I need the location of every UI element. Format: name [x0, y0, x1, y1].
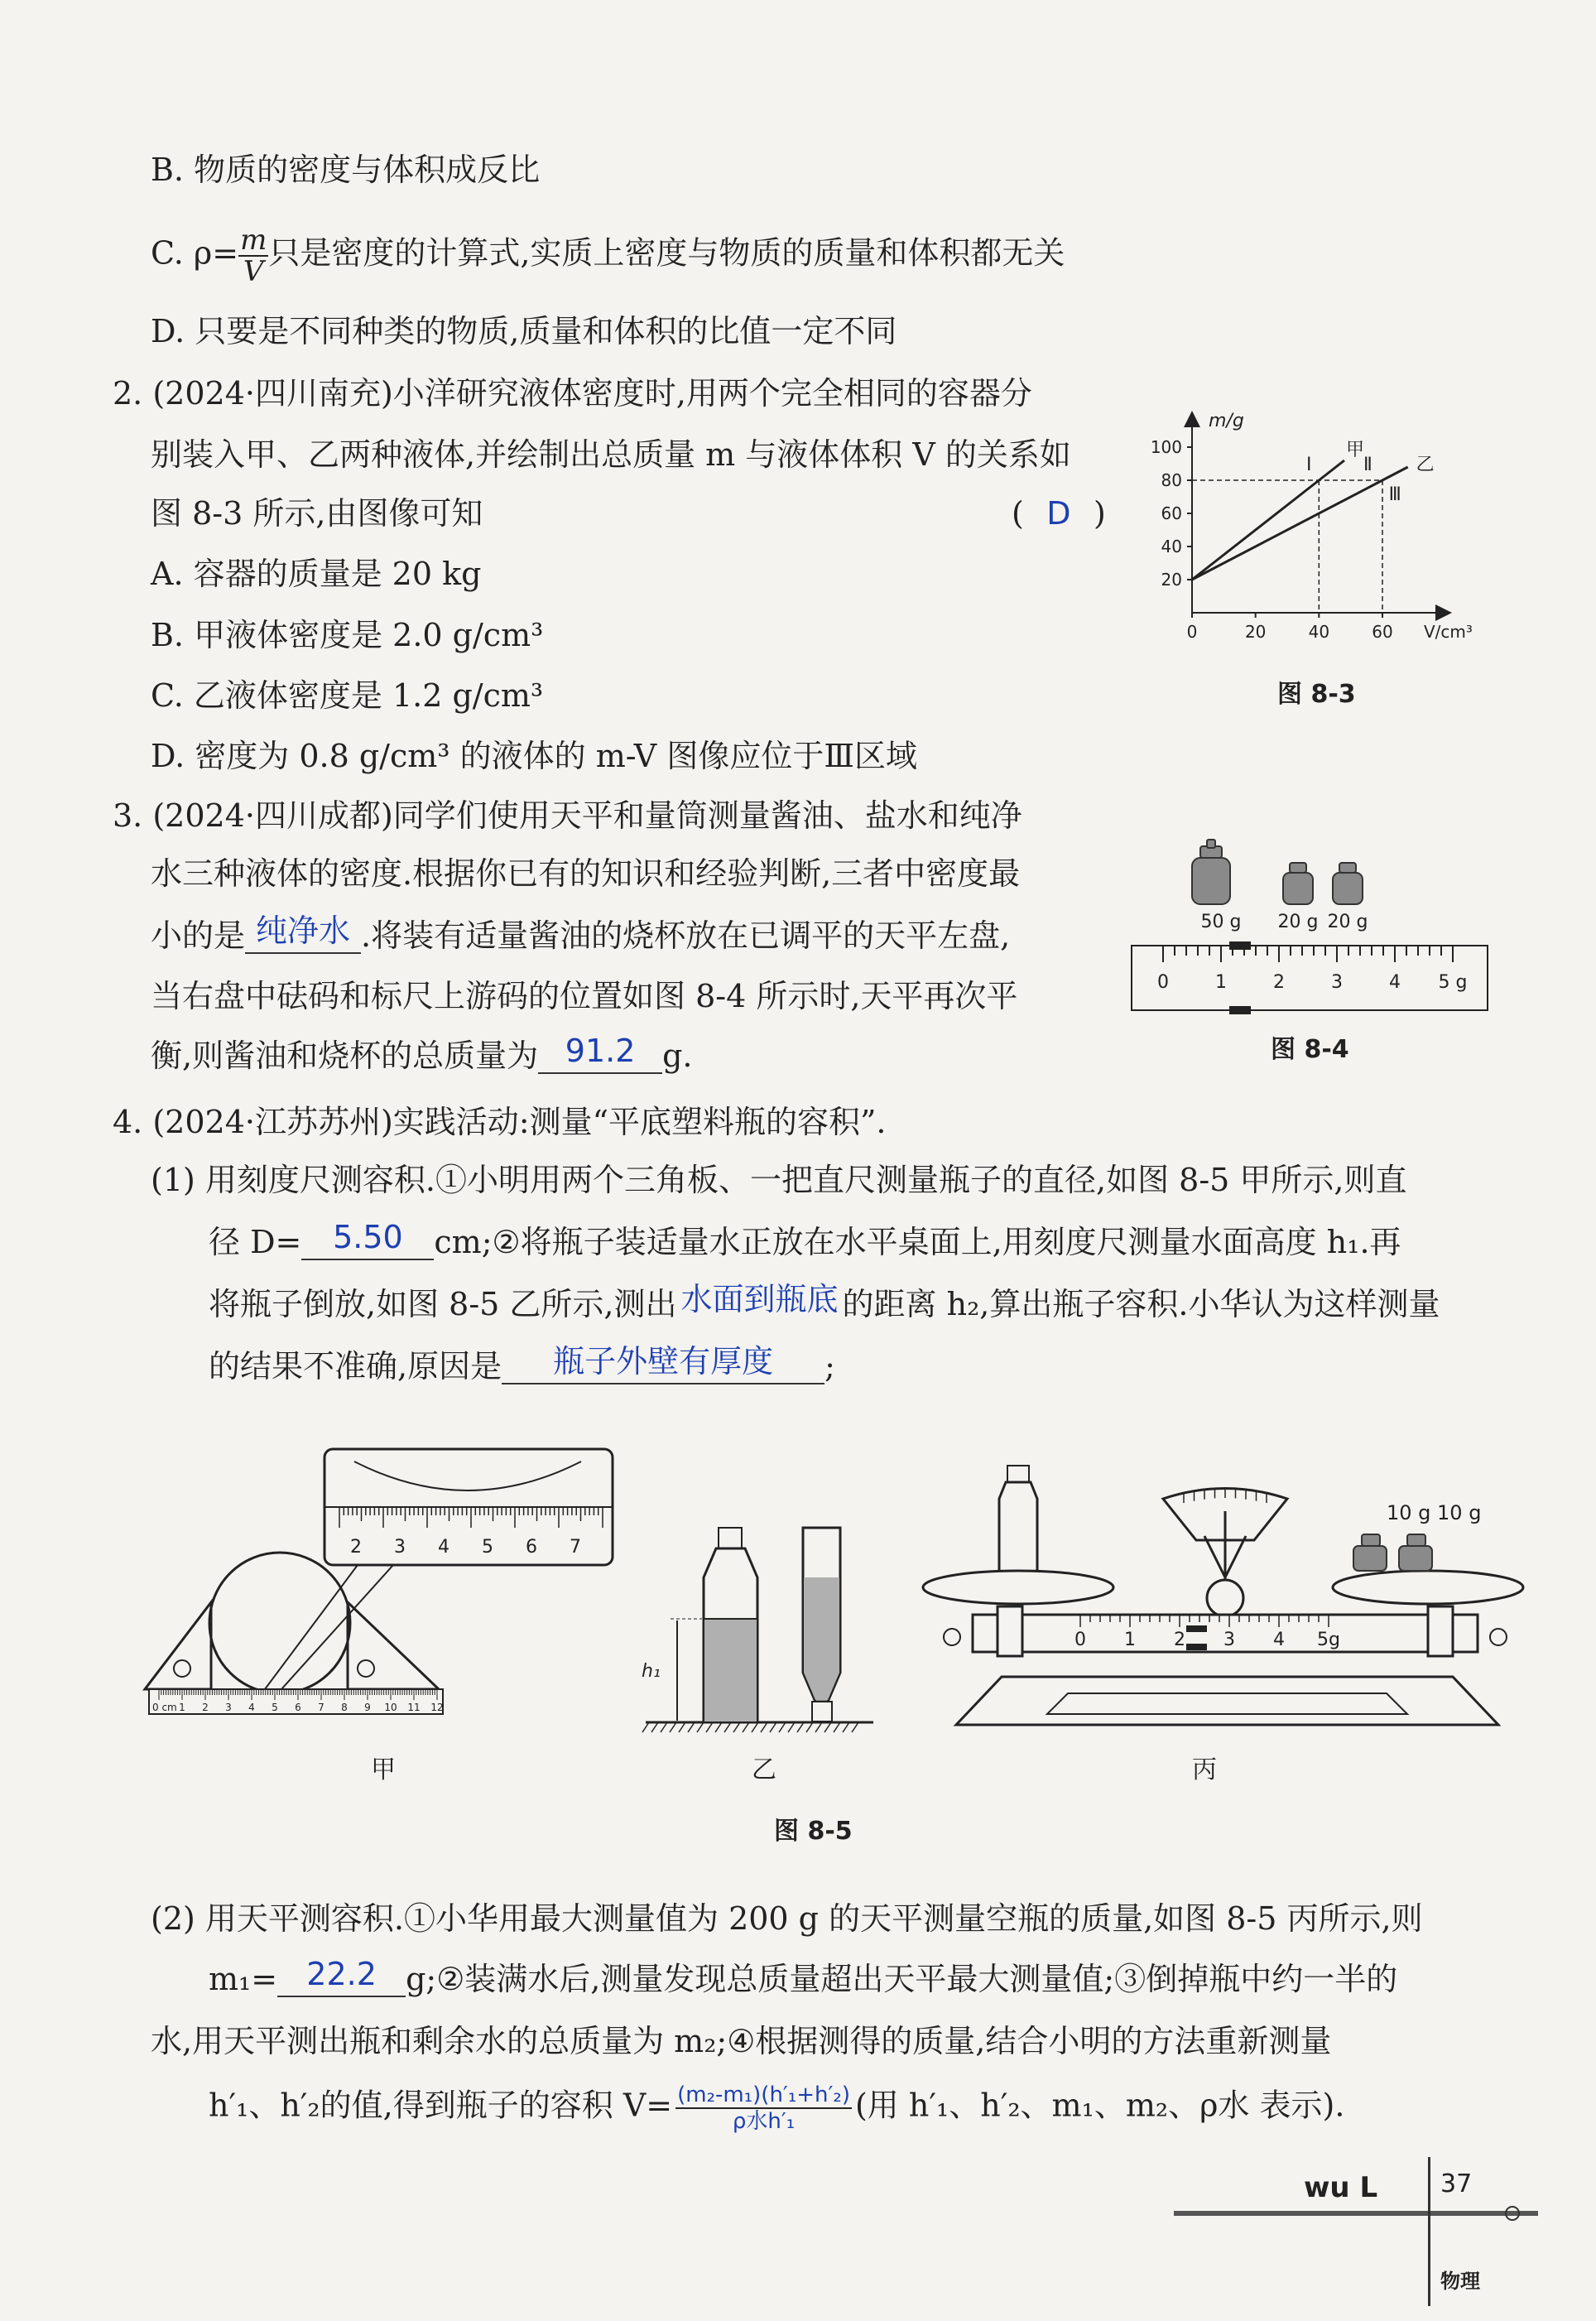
ruler-tick-label: 3	[225, 1702, 232, 1713]
rider-top	[1229, 941, 1251, 950]
q4-blank-distance	[677, 1281, 843, 1322]
q2-option-c: C. 乙液体密度是 1.2 g/cm³	[151, 677, 544, 714]
q4-p1-line3a: 将瓶子倒放,如图 8-5 乙所示,测出	[209, 1286, 677, 1322]
zoom-tick-label: 5	[482, 1537, 493, 1558]
q2-option-a: A. 容器的质量是 20 kg	[151, 556, 482, 592]
beam-scale-label: 5g	[1317, 1630, 1340, 1650]
q4-p1-line2a: 径 D=	[209, 1224, 302, 1260]
scale-label: 2	[1273, 972, 1285, 993]
x-tick-label: 0	[1186, 622, 1198, 642]
y-tick-label: 20	[1161, 570, 1182, 590]
weight-10g-icon-2	[1399, 1534, 1432, 1571]
q3-stem-4: 当右盘中砝码和标尺上游码的位置如图 8-4 所示时,天平再次平	[151, 978, 1018, 1014]
ruler-unit: 0 cm	[152, 1702, 177, 1713]
figure-8-5-jia	[141, 1445, 621, 1760]
zoom-tick-label: 3	[394, 1537, 406, 1558]
footer-subject: 物理	[1440, 2270, 1480, 2293]
h1-label: h₁	[642, 1661, 661, 1682]
q4-blank-reason	[502, 1343, 824, 1384]
x-tick-label: 40	[1308, 622, 1330, 642]
beam-scale-label: 1	[1124, 1630, 1136, 1650]
zoom-tick-label: 7	[570, 1537, 581, 1558]
page-number: 37	[1440, 2169, 1473, 2198]
weight-10g-icon	[1353, 1534, 1387, 1571]
q4-answer-reason: 瓶子外壁有厚度	[553, 1343, 774, 1380]
fig85-weights-label: 10 g 10 g	[1387, 1501, 1482, 1524]
q4-answer-volume	[675, 2083, 852, 2134]
q1-option-c-text: 只是密度的计算式,实质上密度与物质的质量和体积都无关	[268, 234, 1065, 272]
q4-p1-line3b: 的距离 h₂,算出瓶子容积.小华认为这样测量	[842, 1286, 1440, 1322]
ruler-tick-label: 12	[430, 1702, 444, 1713]
ruler-tick-label: 7	[318, 1702, 324, 1713]
q4-p1-line4b: ;	[824, 1348, 835, 1384]
ruler-tick-label: 6	[295, 1702, 301, 1713]
ruler-tick-label: 11	[407, 1702, 421, 1713]
q4-blank-diameter	[301, 1219, 434, 1260]
series-line-2	[1192, 467, 1408, 580]
q2-option-b: B. 甲液体密度是 2.0 g/cm³	[151, 617, 544, 653]
x-tick-label: 20	[1244, 622, 1267, 642]
q1-option-c-prefix: C. ρ=	[151, 234, 239, 272]
q2-stem-1: 2. (2024·四川南充)小洋研究液体密度时,用两个完全相同的容器分	[113, 375, 1032, 412]
ruler-tick-label: 10	[384, 1702, 397, 1713]
q3-stem-3	[151, 915, 1010, 956]
weight-20g-icon	[1283, 863, 1313, 904]
bottle-inverted-icon	[803, 1528, 840, 1721]
q3-stem-5b: g.	[662, 1038, 693, 1074]
zoom-tick-label: 4	[438, 1537, 449, 1558]
q4-answer-distance: 水面到瓶底	[680, 1281, 839, 1317]
ruler-tick-label: 4	[248, 1702, 255, 1713]
q3-stem-5	[151, 1035, 693, 1076]
scale-label: 5 g	[1438, 972, 1468, 993]
q4-p1-line4a: 的结果不准确,原因是	[209, 1348, 502, 1384]
fraction-numerator: m	[240, 224, 267, 257]
bottle-upright-icon	[704, 1528, 757, 1722]
q2-stem-3: 图 8-3 所示,由图像可知	[151, 495, 483, 532]
region-label-2: Ⅱ	[1363, 455, 1372, 475]
density-fraction	[238, 225, 268, 287]
figure-8-3-caption: 图 8-3	[1277, 680, 1356, 709]
q2-stem-2: 别装入甲、乙两种液体,并绘制出总质量 m 与液体体积 V 的关系如	[151, 436, 1071, 473]
y-tick-label: 80	[1161, 470, 1182, 490]
q4-answer-m1: 22.2	[306, 1956, 377, 1992]
q2-option-d: D. 密度为 0.8 g/cm³ 的液体的 m-V 图像应位于Ⅲ区域	[151, 738, 917, 774]
region-label-1: Ⅰ	[1306, 455, 1312, 475]
scale-label: 3	[1331, 972, 1343, 993]
scale-label: 4	[1389, 972, 1401, 993]
footer-vertical-rule	[1428, 2157, 1430, 2306]
q4-p2-line1: (2) 用天平测容积.①小华用最大测量值为 200 g 的天平测量空瓶的质量,如图 8-5 丙所示,则	[151, 1900, 1423, 1937]
x-axis-label: V/cm³	[1424, 622, 1473, 642]
figure-8-5-bing	[923, 1461, 1527, 1735]
scale-label: 0	[1157, 972, 1169, 993]
q1-option-c	[151, 225, 1065, 287]
rider-bottom	[1229, 1006, 1251, 1014]
left-pan	[923, 1571, 1113, 1604]
q3-answer-1: 纯净水	[256, 913, 351, 949]
q1-option-d: D. 只要是不同种类的物质,质量和体积的比值一定不同	[151, 313, 897, 349]
q4-p2-line4b: (用 h′₁、h′₂、m₁、m₂、ρ水 表示).	[854, 2087, 1345, 2124]
figure-8-5-label-yi: 乙	[752, 1755, 776, 1784]
q3-blank-1	[245, 913, 361, 954]
q4-p1-line2	[209, 1221, 1401, 1263]
weight-label-20b: 20 g	[1327, 912, 1368, 932]
q3-stem-3b: .将装有适量酱油的烧杯放在已调平的天平左盘,	[361, 917, 1011, 954]
figure-8-5-label-bing: 丙	[1192, 1755, 1217, 1784]
figure-8-3-chart	[1142, 397, 1473, 646]
region-label-3: Ⅲ	[1388, 484, 1401, 505]
rider	[1186, 1625, 1207, 1632]
right-pan	[1333, 1571, 1523, 1604]
scale-label: 1	[1215, 972, 1227, 993]
series-label-jia: 甲	[1346, 440, 1365, 460]
footer-circle-icon	[1505, 2206, 1520, 2221]
y-axis-label: m/g	[1209, 411, 1244, 431]
q4-stem: 4. (2024·江苏苏州)实践活动:测量“平底塑料瓶的容积”.	[113, 1104, 887, 1140]
volume-numerator: (m₂-m₁)(h′₁+h′₂)	[677, 2083, 850, 2107]
ruler-tick-label: 5	[272, 1702, 278, 1713]
ruler-tick-label: 9	[364, 1702, 371, 1713]
zoom-tick-label: 6	[526, 1537, 537, 1558]
fraction-denominator: V	[243, 255, 264, 288]
beam-scale-label: 3	[1223, 1630, 1235, 1650]
ruler-tick-label: 2	[202, 1702, 209, 1713]
series-label-yi: 乙	[1416, 455, 1435, 475]
y-tick-label: 60	[1161, 503, 1182, 523]
balance-base	[956, 1677, 1498, 1725]
q4-p1-line2b: cm;②将瓶子装适量水正放在水平桌面上,用刻度尺测量水面高度 h₁.再	[434, 1224, 1401, 1260]
q4-p2-line3: 水,用天平测出瓶和剩余水的总质量为 m₂;④根据测得的质量,结合小明的方法重新测量	[151, 2023, 1332, 2059]
right-adjust-knob	[1490, 1629, 1507, 1645]
footer-brand: wu L	[1304, 2171, 1378, 2204]
bracket-close: )	[1094, 495, 1106, 532]
q1-option-b: B. 物质的密度与体积成反比	[151, 152, 541, 188]
q4-p2-line2b: g;②装满水后,测量发现总质量超出天平最大测量值;③倒掉瓶中约一半的	[406, 1961, 1398, 1997]
y-tick-label: 100	[1150, 437, 1182, 457]
weight-label-50: 50 g	[1200, 912, 1242, 932]
q4-answer-diameter: 5.50	[333, 1219, 403, 1255]
beam-scale-label: 4	[1273, 1630, 1285, 1650]
q3-stem-1: 3. (2024·四川成都)同学们使用天平和量筒测量酱油、盐水和纯净	[113, 797, 1022, 834]
weight-50g-icon	[1192, 840, 1230, 904]
weight-label-20a: 20 g	[1277, 912, 1319, 932]
zoom-tick-label: 2	[350, 1537, 362, 1558]
q2-answer: D	[1046, 495, 1071, 532]
series-line-1	[1192, 460, 1344, 580]
x-tick-label: 60	[1372, 622, 1393, 642]
figure-8-4	[1130, 836, 1494, 993]
bracket-open: (	[1012, 495, 1024, 532]
q4-p2-line4a: h′₁、h′₂的值,得到瓶子的容积 V=	[209, 2087, 673, 2124]
footer-rule	[1174, 2211, 1538, 2216]
scale-frame	[1132, 946, 1488, 1010]
bottle-cross-section	[209, 1553, 350, 1693]
figure-8-5-label-jia: 甲	[371, 1755, 396, 1784]
q4-p1-line4	[209, 1343, 835, 1387]
beam-scale-label: 0	[1074, 1630, 1086, 1650]
ruler-tick-label: 1	[179, 1702, 185, 1713]
figure-8-5-caption: 图 8-5	[774, 1817, 853, 1846]
y-tick-label: 40	[1161, 537, 1182, 556]
q3-answer-2: 91.2	[565, 1033, 636, 1069]
figure-8-5-yi	[637, 1524, 877, 1772]
q3-stem-5a: 衡,则酱油和烧杯的总质量为	[151, 1038, 539, 1074]
beam-scale-label: 2	[1174, 1630, 1185, 1650]
q3-blank-2	[538, 1033, 662, 1074]
q3-stem-3a: 小的是	[151, 917, 246, 954]
volume-denominator: ρ水h′₁	[732, 2109, 796, 2134]
left-adjust-knob	[944, 1629, 960, 1645]
q4-p2-line4	[209, 2083, 1344, 2134]
q4-p2-line2a: m₁=	[209, 1961, 278, 1997]
bottle-on-pan-icon	[999, 1466, 1037, 1586]
q4-p1-line3	[209, 1283, 1440, 1325]
q4-p1-line1: (1) 用刻度尺测容积.①小明用两个三角板、一把直尺测量瓶子的直径,如图 8-5 甲所示,则直	[151, 1162, 1407, 1198]
weight-20g-icon-2	[1333, 863, 1363, 904]
q4-blank-m1	[277, 1956, 406, 1997]
ruler-tick-label: 8	[341, 1702, 348, 1713]
q3-stem-2: 水三种液体的密度.根据你已有的知识和经验判断,三者中密度最	[151, 855, 1021, 892]
q2-answer-bracket	[1012, 493, 1106, 534]
q4-p2-line2	[209, 1958, 1397, 2000]
figure-8-4-caption: 图 8-4	[1271, 1035, 1349, 1064]
